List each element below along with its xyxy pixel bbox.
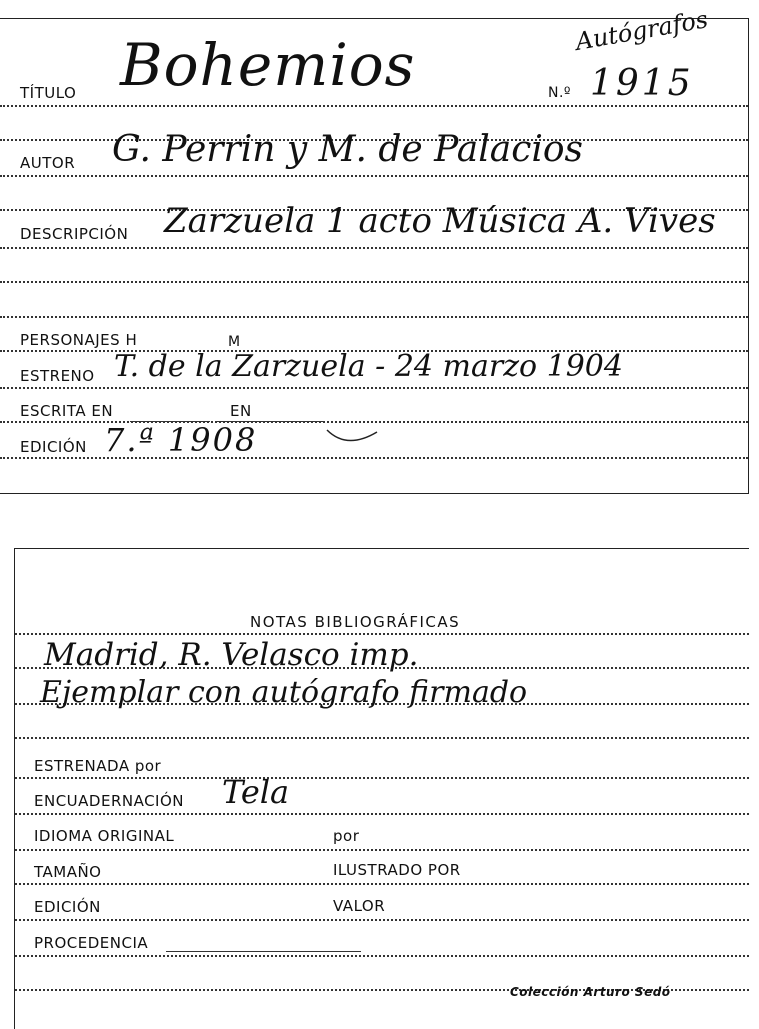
edicion-value: 7.ª 1908 — [104, 421, 258, 459]
ruled-line — [15, 813, 749, 815]
ruled-line — [0, 105, 748, 107]
ruled-line — [15, 737, 749, 739]
idioma-label: IDIOMA ORIGINAL — [34, 827, 175, 845]
edicion-label: EDICIÓN — [20, 438, 87, 456]
procedencia-line — [166, 951, 361, 952]
valor-label: VALOR — [333, 897, 386, 915]
procedencia-label: PROCEDENCIA — [34, 934, 149, 952]
ruled-line — [0, 387, 748, 389]
notas-line-1: Madrid, R. Velasco imp. — [44, 637, 419, 673]
ruled-line — [15, 633, 749, 635]
ruled-line — [0, 281, 748, 283]
numero-value: 1915 — [590, 63, 694, 104]
estreno-label: ESTRENO — [20, 367, 95, 385]
descripcion-value: Zarzuela 1 acto Música A. Vives — [164, 201, 716, 241]
ruled-line — [15, 883, 749, 885]
ruled-line — [15, 955, 749, 957]
numero-note: Autógrafos — [573, 5, 711, 56]
encuadernacion-label: ENCUADERNACIÓN — [34, 792, 185, 810]
edicion-back-label: EDICIÓN — [34, 898, 101, 916]
coleccion-label: Colección Arturo Sedó — [510, 985, 671, 999]
numero-label: N.º — [548, 85, 572, 101]
encuadernacion-value: Tela — [222, 773, 290, 811]
descripcion-label: DESCRIPCIÓN — [20, 225, 129, 243]
ruled-line — [15, 919, 749, 921]
personajes-label: PERSONAJES H — [20, 331, 138, 349]
autor-label: AUTOR — [20, 154, 76, 172]
escrita-en-label: EN — [230, 402, 252, 420]
ruled-line — [0, 247, 748, 249]
pen-stroke-mark — [325, 422, 385, 448]
ruled-line — [0, 175, 748, 177]
ruled-line — [15, 777, 749, 779]
titulo-value: Bohemios — [120, 31, 416, 99]
personajes-m-label: M — [228, 334, 241, 350]
estreno-value: T. de la Zarzuela - 24 marzo 1904 — [114, 349, 623, 384]
autor-value: G. Perrin y M. de Palacios — [112, 129, 584, 170]
estrenada-label: ESTRENADA por — [34, 757, 162, 775]
tamano-label: TAMAÑO — [34, 863, 102, 881]
escrita-label: ESCRITA EN — [20, 402, 114, 420]
ruled-line — [15, 849, 749, 851]
idioma-por-label: por — [333, 827, 360, 845]
titulo-label: TÍTULO — [20, 84, 77, 102]
ilustrado-label: ILUSTRADO POR — [333, 861, 461, 879]
notas-line-2: Ejemplar con autógrafo firmado — [40, 675, 528, 710]
notas-heading: NOTAS BIBLIOGRÁFICAS — [250, 613, 461, 631]
ruled-line — [0, 316, 748, 318]
